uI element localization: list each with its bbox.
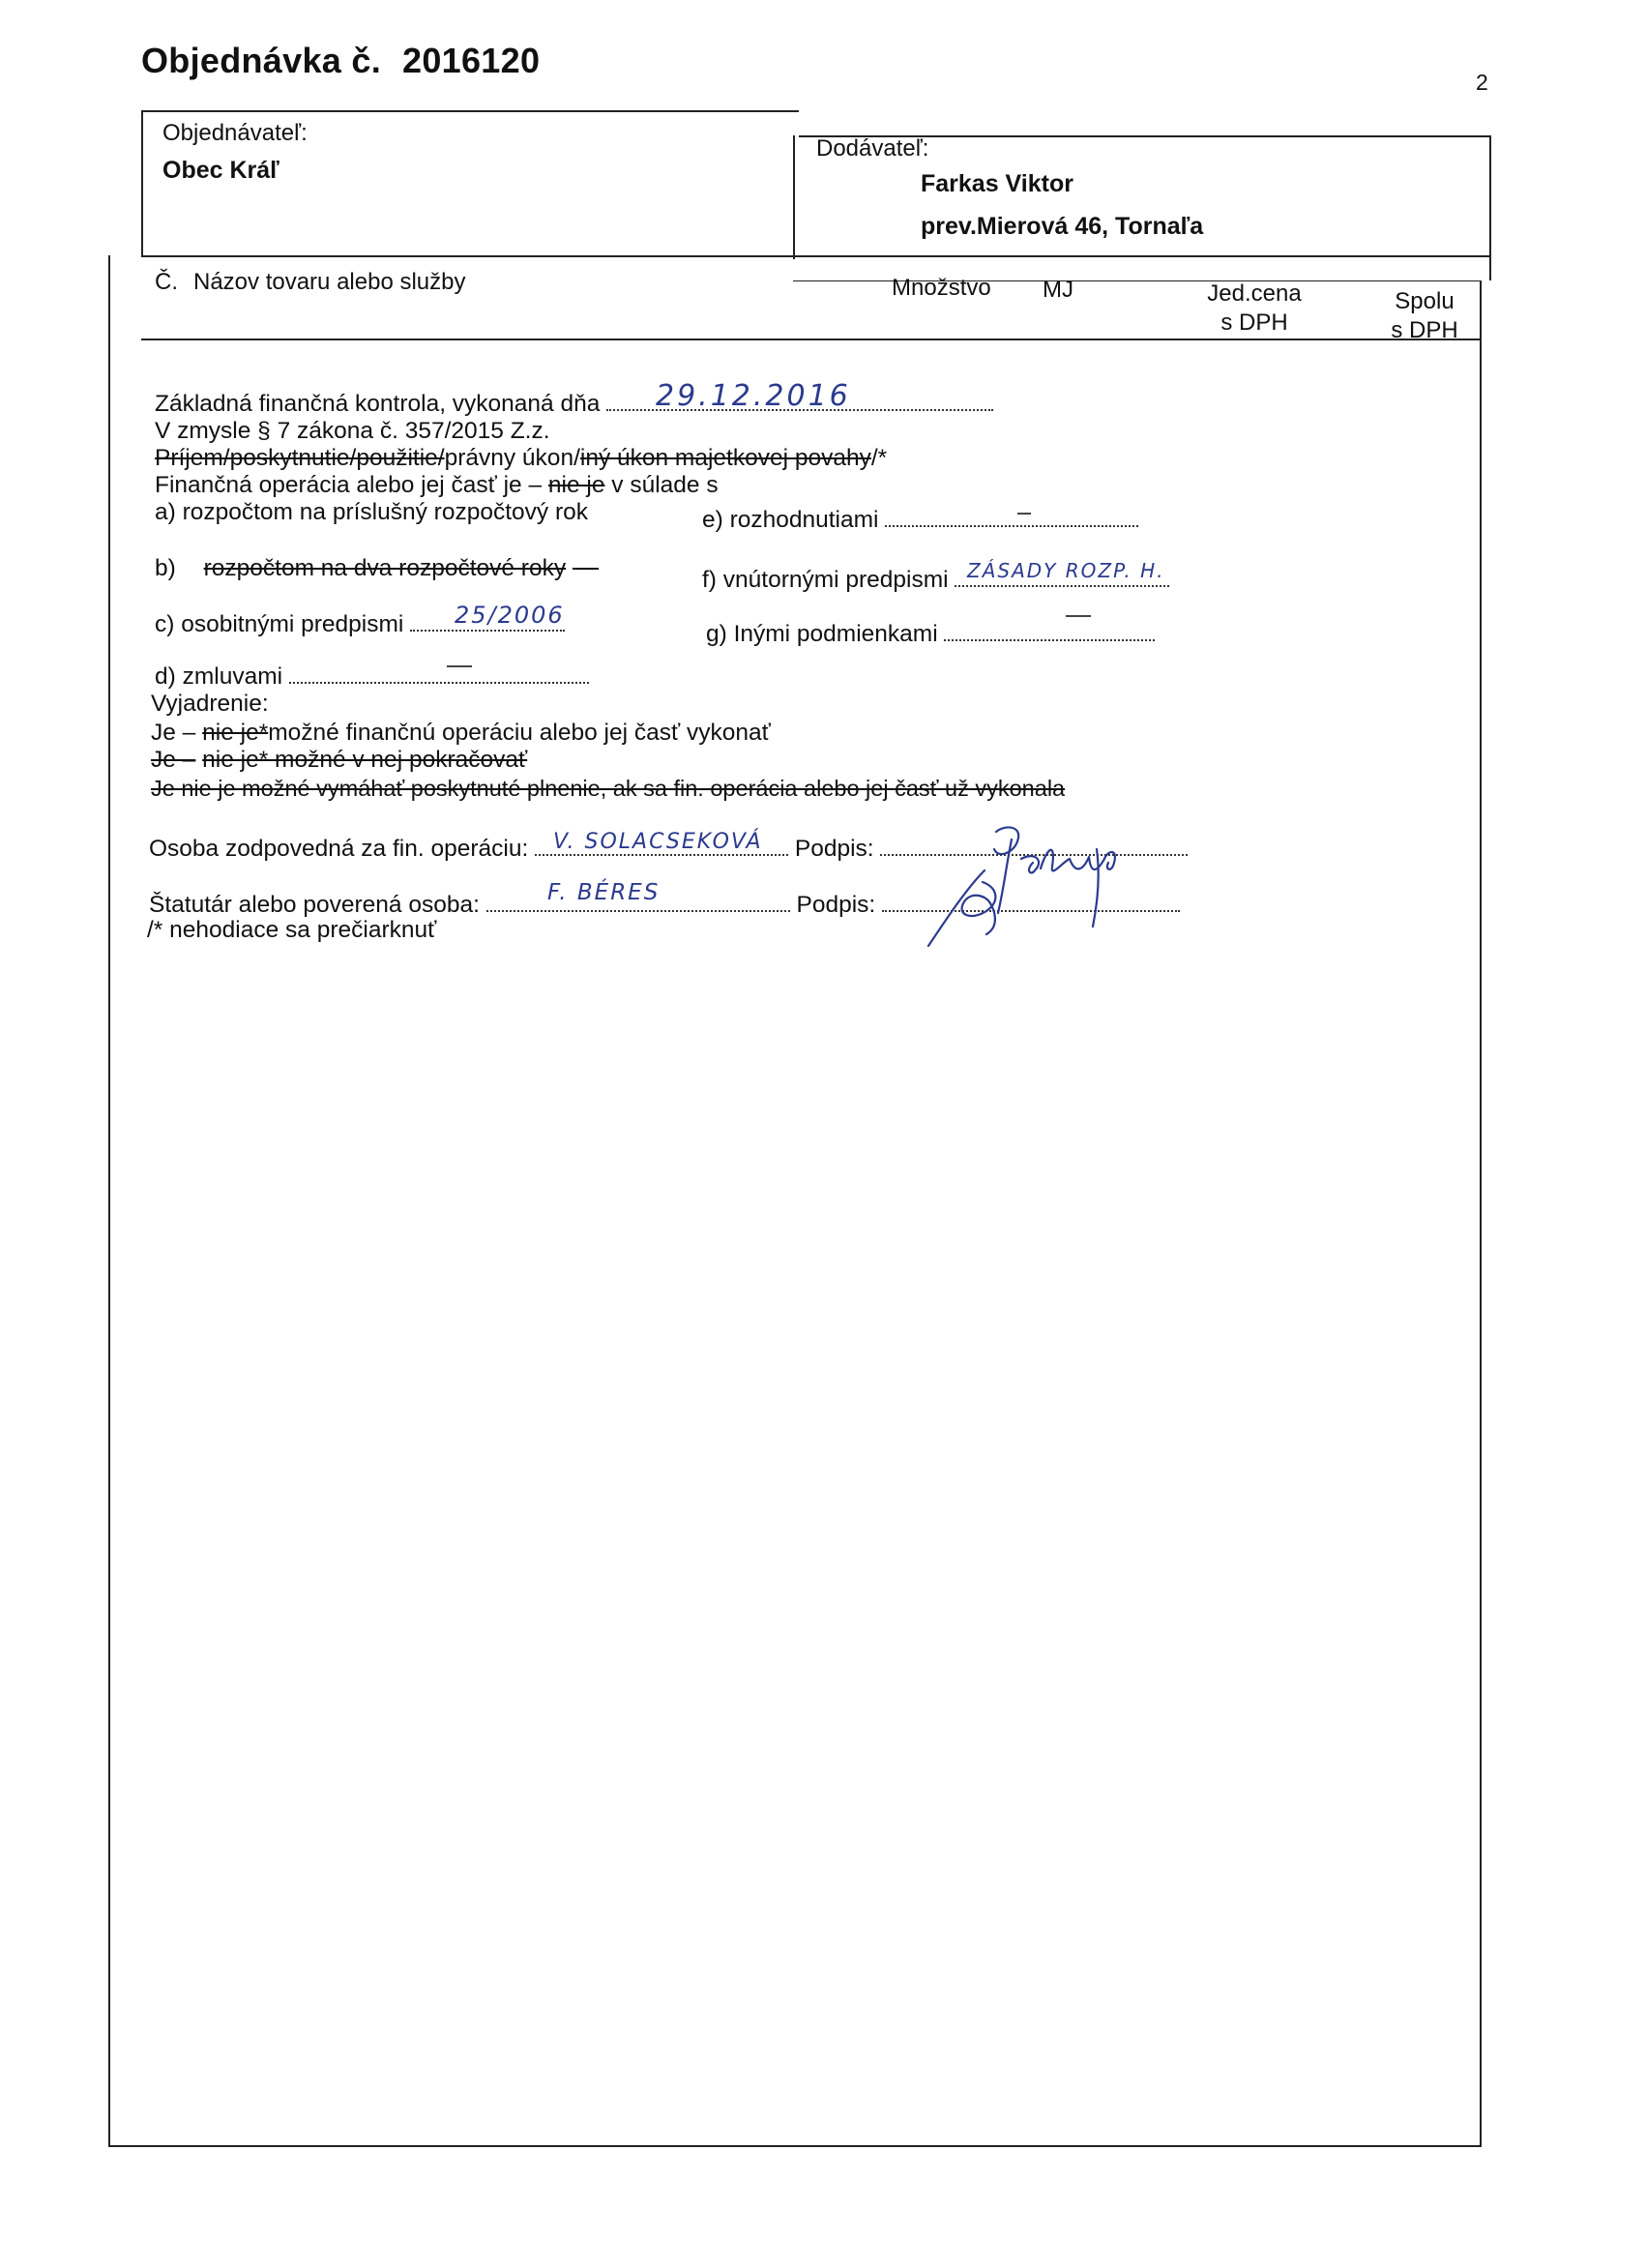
- opinion-line1-a: Je –: [151, 720, 196, 746]
- frame-right-lower: [1480, 280, 1482, 2147]
- control-line3-struck2: iný úkon majetkovej povahy: [579, 445, 871, 471]
- frame-top-left: [141, 110, 799, 112]
- col-unit-price-line2: s DPH: [1220, 309, 1288, 336]
- opinion-line2: [151, 747, 527, 774]
- control-line4-a: Finančná operácia alebo jej časť je –: [155, 472, 543, 498]
- page-number: 2: [1476, 70, 1488, 95]
- opinion-line3: Je nie je možné vymáhať poskytnuté plnenie, ak sa fin. operácia alebo jej časť už vykonala: [151, 776, 1066, 801]
- frame-bottom: [108, 2145, 1482, 2147]
- opinion-line2-a: Je –: [151, 747, 196, 773]
- col-no: Č.: [155, 269, 178, 295]
- control-item-b-dash: [573, 555, 599, 581]
- col-total-line1: Spolu: [1395, 288, 1455, 314]
- frame-left-lower: [108, 255, 110, 2147]
- control-item-a: a) rozpočtom na príslušný rozpočtový rok: [155, 499, 588, 525]
- col-unit-price: [1191, 280, 1317, 337]
- control-line3-end: /*: [870, 445, 888, 471]
- opinion-label: Vyjadrenie:: [151, 691, 269, 717]
- supplier-name: Farkas Viktor: [921, 170, 1073, 197]
- control-item-f-text: f) vnútornými predpismi: [702, 567, 949, 593]
- control-line3-normal: právny úkon/: [444, 445, 580, 471]
- signature-drawing: [890, 820, 1141, 956]
- control-line3: [155, 445, 887, 472]
- statutory-handwritten: F. BÉRES: [547, 880, 661, 905]
- control-item-g-dots: [944, 622, 1155, 641]
- control-item-c-handwritten: 25/2006: [455, 602, 565, 629]
- header-row-top: [141, 255, 1490, 257]
- responsible-handwritten: V. SOLACSEKOVÁ: [553, 830, 763, 854]
- orderer-label: Objednávateľ:: [162, 120, 308, 146]
- control-item-d-dash: [447, 665, 472, 667]
- control-item-d-text: d) zmluvami: [155, 663, 283, 690]
- responsible-sign-label: Podpis:: [794, 836, 874, 862]
- opinion-line1-struck: nie je*: [202, 720, 269, 746]
- opinion-line1: [151, 720, 771, 747]
- document-title: [141, 41, 540, 81]
- control-line2: V zmysle § 7 zákona č. 357/2015 Z.z.: [155, 418, 550, 444]
- control-line3-struck: Príjem/poskytnutie/použitie/: [155, 445, 445, 471]
- order-number: 2016120: [402, 41, 541, 80]
- control-item-e: [702, 507, 1138, 534]
- col-quantity: Množstvo: [892, 275, 991, 301]
- title-label: Objednávka č.: [141, 41, 382, 80]
- orderer-name: Obec Kráľ: [162, 157, 279, 184]
- footnote: /* nehodiace sa prečiarknuť: [147, 917, 437, 943]
- control-date-handwritten: 29.12.2016: [656, 379, 851, 413]
- control-item-d-dots: [289, 664, 589, 684]
- control-item-b: [155, 555, 599, 582]
- col-unit-price-line1: Jed.cena: [1207, 280, 1302, 307]
- control-line4-struck: nie je: [547, 472, 605, 498]
- control-item-e-dash: [1017, 513, 1031, 515]
- statutory-label: Štatutár alebo poverená osoba:: [149, 892, 480, 918]
- col-unit: MJ: [1043, 277, 1073, 303]
- control-item-e-dots: [885, 508, 1138, 527]
- control-item-g: [706, 621, 1155, 648]
- supplier-address: prev.Mierová 46, Tornaľa: [921, 213, 1204, 240]
- header-row-bottom: [141, 339, 1481, 340]
- control-item-g-dash: [1066, 615, 1091, 617]
- responsible-label: Osoba zodpovedná za fin. operáciu:: [149, 836, 529, 862]
- control-line1-text: Základná finančná kontrola, vykonaná dňa: [155, 391, 601, 417]
- control-line4-b: v súlade s: [611, 472, 719, 498]
- control-line4: [155, 472, 719, 499]
- control-item-b-struck: rozpočtom na dva rozpočtové roky: [203, 555, 567, 581]
- frame-left: [141, 110, 143, 255]
- statutory-sign-label: Podpis:: [796, 892, 876, 918]
- col-item: Názov tovaru alebo služby: [193, 269, 466, 295]
- frame-right: [1489, 135, 1491, 280]
- control-item-f-handwritten: ZÁSADY ROZP. H.: [967, 559, 1165, 582]
- col-total: [1371, 288, 1478, 344]
- control-item-b-prefix: b): [155, 555, 176, 581]
- control-item-d: [155, 663, 589, 691]
- col-total-line2: s DPH: [1391, 317, 1458, 343]
- control-item-g-text: g) Inými podmienkami: [706, 621, 938, 647]
- control-item-c-text: c) osobitnými predpismi: [155, 611, 404, 637]
- opinion-line2-struck: nie je* možné v nej pokračovať: [202, 747, 528, 773]
- control-item-e-text: e) rozhodnutiami: [702, 507, 879, 533]
- opinion-line1-b: možné finančnú operáciu alebo jej časť vykonať: [268, 720, 771, 746]
- control-line1: [155, 391, 993, 418]
- party-divider: [793, 135, 795, 259]
- supplier-label: Dodávateľ:: [816, 135, 929, 162]
